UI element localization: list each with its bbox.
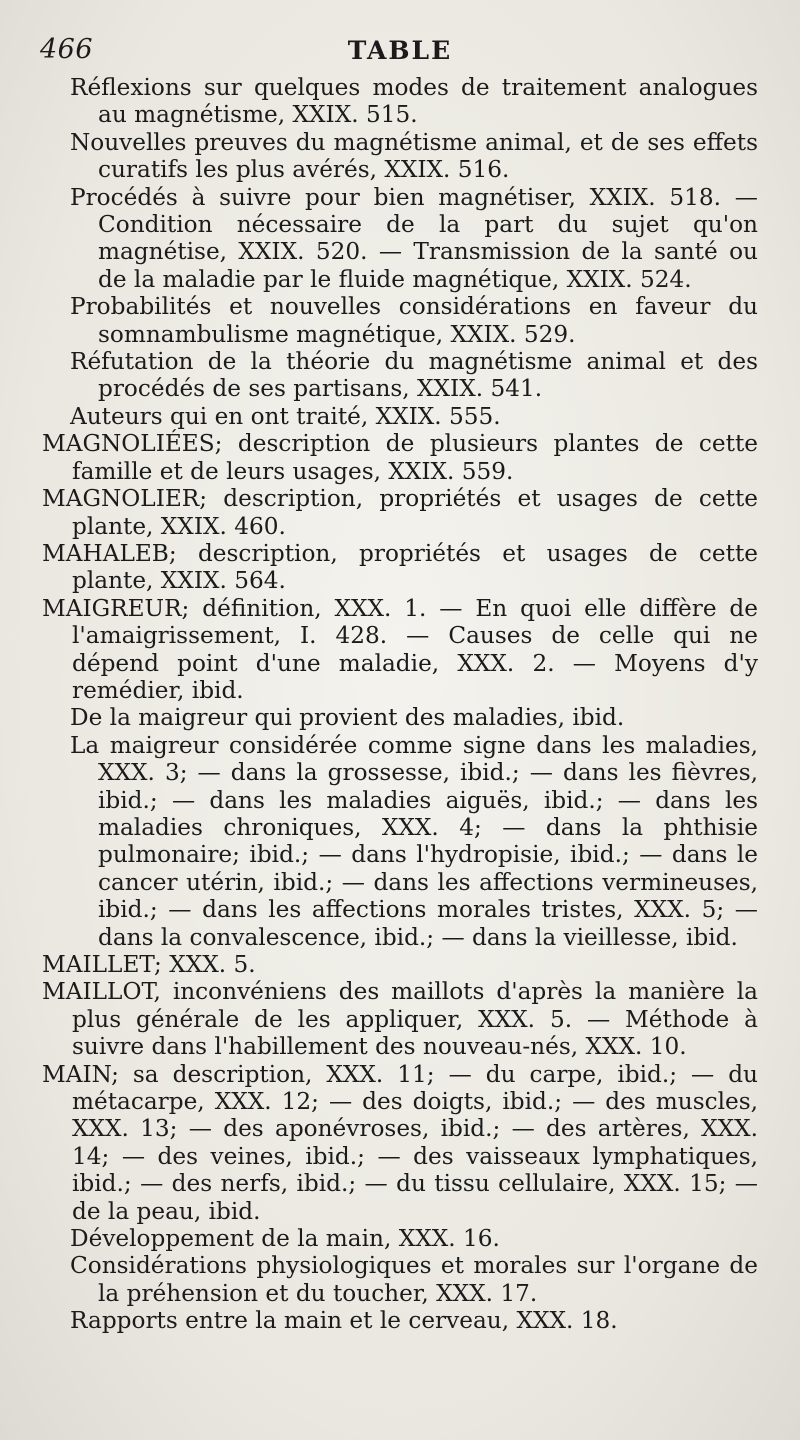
- index-entry: Procédés à suivre pour bien magnétiser, XXIX. 518. — Condition nécessaire de la part du sujet qu'on magnétise, XXIX. 520. — Transmission de la santé ou de la maladie par le fluide magnétique, XXIX. 524.: [70, 183, 758, 293]
- index-entry: Rapports entre la main et le cerveau, XXX. 18.: [70, 1307, 618, 1335]
- index-headword-entry: MAIN; sa description, XXX. 11; — du carpe, ibid.; — du métacarpe, XXX. 12; — des doigts, ibid.; — des muscles, XXX. 13; — des aponévroses, ibid.; — des artères, XXX. 14; — des veines, ibid.; — des vaisseaux lymphatiques, ibid.; — des nerfs, ibid.; — du tissu cellulaire, XXX. 15; — de la peau, ibid.: [42, 1060, 758, 1225]
- index-entry: Réflexions sur quelques modes de traitement analogues au magnétisme, XXIX. 515.: [70, 74, 758, 129]
- index-headword-entry: MAGNOLIÉES; description de plusieurs plantes de cette famille et de leurs usages, XXIX. 559.: [42, 430, 758, 485]
- index-entry: Nouvelles preuves du magnétisme animal, et de ses effets curatifs les plus avérés, XXIX. 516.: [70, 128, 758, 184]
- index-entry: Considérations physiologiques et morales sur l'organe de la préhension et du toucher, XXX. 17.: [70, 1252, 758, 1307]
- index-entry: La maigreur considérée comme signe dans les maladies, XXX. 3; — dans la grossesse, ibid.; — dans les fièvres, ibid.; — dans les maladies aiguës, ibid.; — dans les maladies chroniques, XXX. 4; — dans la phthisie pulmonaire; ibid.; — dans l'hydropisie, ibid.; — dans le cancer utérin, ibid.; — dans les affections vermineuses, ibid.; — dans les affections morales tristes, XXX. 5; — dans la convalescence, ibid.; — dans la vieillesse, ibid.: [70, 731, 758, 951]
- index-entry: Développement de la main, XXX. 16.: [70, 1225, 500, 1253]
- index-headword-entry: MAILLET; XXX. 5.: [42, 951, 256, 978]
- index-entry: De la maigreur qui provient des maladies, ibid.: [70, 704, 625, 732]
- page-number: 466: [40, 34, 94, 65]
- index-entry: Probabilités et nouvelles considérations en faveur du somnambulisme magnétique, XXIX. 529.: [70, 293, 758, 348]
- index-entry: Auteurs qui en ont traité, XXIX. 555.: [70, 402, 501, 430]
- index-entries: [42, 74, 758, 1335]
- running-title: TABLE: [347, 36, 453, 65]
- page-header: [40, 34, 760, 70]
- index-entry: Réfutation de la théorie du magnétisme animal et des procédés de ses partisans, XXIX. 541.: [70, 348, 758, 403]
- index-headword-entry: MAILLOT, inconvéniens des maillots d'après la manière la plus générale de les appliquer, XXX. 5. — Méthode à suivre dans l'habillement des nouveau-nés, XXX. 10.: [42, 978, 758, 1061]
- index-headword-entry: MAHALEB; description, propriétés et usages de cette plante, XXIX. 564.: [42, 539, 758, 595]
- index-headword-entry: MAGNOLIER; description, propriétés et usages de cette plante, XXIX. 460.: [42, 485, 758, 540]
- index-headword-entry: MAIGREUR; définition, XXX. 1. — En quoi elle diffère de l'amaigrissement, I. 428. — Causes de celle qui ne dépend point d'une maladie, XXX. 2. — Moyens d'y remédier, ibid.: [42, 594, 758, 704]
